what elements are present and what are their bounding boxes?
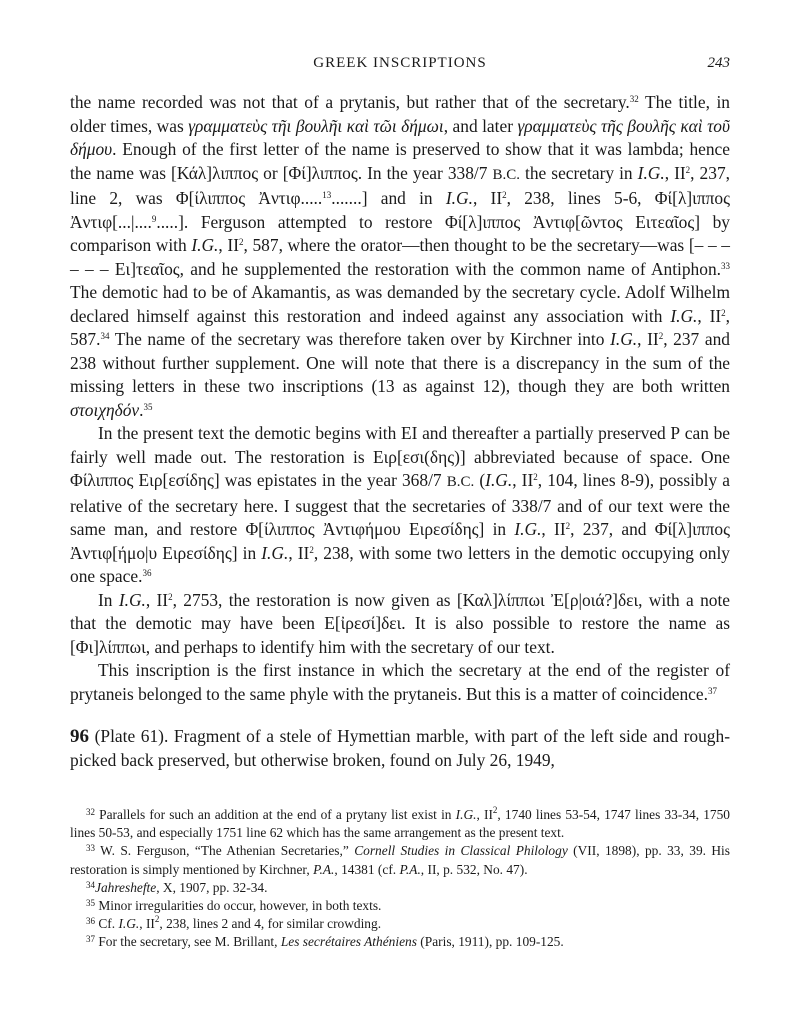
text-run: Parallels for such an addition at the end of a prytany list exist in bbox=[95, 807, 456, 822]
paragraph-2 bbox=[70, 422, 730, 589]
publication-title: Cornell Studies in Classical Philology bbox=[354, 843, 568, 859]
text-run: . Enough of the first letter of the name is preserved to show that it was lambda; hence the name was [Κά bbox=[70, 139, 730, 183]
body-text bbox=[70, 91, 730, 706]
text-run: In bbox=[98, 589, 119, 610]
catalog-entry-96 bbox=[70, 725, 730, 772]
text-run: , 237 and 238 without further supplement. One will note that there is a discrepancy in the sum of the missing letters in these two inscriptions (13 as against 12), though they are both written bbox=[70, 329, 730, 396]
edition-superscript: 2 bbox=[658, 331, 664, 341]
footnote-34 bbox=[70, 879, 730, 897]
era-abbrev: B.C. bbox=[492, 166, 520, 183]
edition-superscript: 2 bbox=[492, 805, 498, 815]
footnote-mark: 35 bbox=[86, 898, 95, 909]
text-run: , 238, lines 2 and 4, for similar crowding. bbox=[159, 916, 382, 932]
text-run: , 2753, the restoration is now given as [Καλ]λίππωι Ἐ[ρ|οιά?]δει, with a note that the demotic may have been Ε[ἰρεσί]δει. It is also possible to restore the name as [Φι]λίππωι, and perhaps to identify him with the secretary of our text. bbox=[70, 589, 731, 657]
footnote-ref-32[interactable]: 32 bbox=[629, 94, 639, 104]
text-run: the secretary in bbox=[520, 162, 638, 183]
citation-abbrev: I.G. bbox=[485, 470, 513, 490]
publication-title: Jahreshefte bbox=[95, 879, 157, 895]
text-run: (Paris, 1911), pp. 109-125. bbox=[416, 934, 564, 950]
text-run: the name recorded was not that of a prytanis, but rather that of the secretary. bbox=[70, 92, 630, 112]
text-run: , II, p. 532, No. 47). bbox=[420, 861, 528, 877]
text-run: , 104, lines 8-9), possibly a relative of the secretary here. I suggest that the secretaries of 338/7 and of our text were the same man, and restore Φ[ίλιππος Ἀντιφήμου Ειρεσίδης] in bbox=[70, 470, 731, 539]
citation-abbrev: I.G. bbox=[514, 519, 542, 539]
citation-abbrev: P.A. bbox=[313, 861, 335, 877]
text-run: ( bbox=[474, 470, 486, 490]
era-abbrev: B.C. bbox=[446, 474, 475, 490]
paragraph-3 bbox=[70, 589, 730, 660]
edition-superscript: 2 bbox=[685, 164, 691, 175]
edition-superscript: 2 bbox=[168, 591, 173, 602]
text-run: , and later bbox=[443, 115, 518, 136]
text-run: , II bbox=[541, 519, 566, 539]
entry-number: 96 bbox=[70, 726, 89, 747]
citation-abbrev: I.G. bbox=[118, 589, 146, 610]
edition-superscript: 2 bbox=[533, 472, 538, 482]
edition-superscript: 2 bbox=[309, 544, 314, 555]
text-run: (VII, 1898), pp. 33, 39. His restoration is simply mentioned by Kirchner, bbox=[70, 843, 730, 877]
text-run: , 237, and Φί[λ]ιππος Ἀντιφ[ήμο|υ Ειρεσίδης] in bbox=[70, 519, 730, 563]
text-run: , 238, with some two letters in the demotic occupying only one space. bbox=[70, 542, 730, 586]
edition-superscript: 2 bbox=[502, 190, 507, 200]
footnote-mark: 32 bbox=[86, 807, 95, 817]
text-run: .......] and in bbox=[331, 188, 446, 208]
greek-phrase: γραμματεὺς τῆς βουλῆς καὶ τοῦ δήμου bbox=[70, 115, 730, 159]
footnote-ref-36[interactable]: 36 bbox=[142, 568, 152, 578]
page-number: 243 bbox=[707, 55, 730, 71]
footnote-ref-37[interactable]: 37 bbox=[707, 685, 717, 696]
citation-abbrev: I.G. bbox=[118, 916, 140, 932]
letter-count: 9 bbox=[151, 213, 157, 224]
footnote-ref-35[interactable]: 35 bbox=[143, 401, 153, 412]
text-run: , II bbox=[472, 188, 503, 208]
text-run: , II bbox=[218, 235, 239, 255]
text-run: , II bbox=[697, 305, 722, 326]
footnote-33 bbox=[70, 842, 730, 878]
text-run: In the present text the demotic begins with ΕΙ and thereafter a partially preserved Ρ can be fairly well made out. The restoration is Ειρ[εσι(δης)] abbreviated because of space. One Φίλιππος Ειρ[εσίδης] was epistates in the year 368/7 bbox=[70, 423, 730, 490]
text-run: The name of the secretary was therefore taken over by Kirchner into bbox=[109, 329, 611, 349]
text-run: .....]. Ferguson attempted to restore Φί[λ]ιππος Ἀντιφ[ῶντος Ειτεαῖος] by comparison with bbox=[70, 211, 730, 255]
paragraph-1 bbox=[70, 91, 730, 422]
footnote-ref-34[interactable]: 34 bbox=[100, 331, 110, 341]
text-run: , 1740 lines 53-54, 1747 lines 33-34, 1750 lines 50-53, and especially 1751 line 62 which has the same arrangement as the present text. bbox=[70, 807, 730, 841]
letter-count: 13 bbox=[322, 190, 332, 200]
text-run: , 587. bbox=[70, 305, 731, 349]
footnote-mark: 37 bbox=[86, 934, 95, 945]
text-run: This inscription is the first instance in which the secretary at the end of the register of prytaneis belonged to the same phyle with the prytaneis. But this is a matter of coincidence. bbox=[70, 660, 730, 704]
citation-abbrev: I.G. bbox=[637, 162, 665, 183]
footnote-mark: 33 bbox=[86, 843, 95, 854]
text-run: , II bbox=[476, 807, 493, 822]
text-run: , II bbox=[288, 542, 310, 563]
entry-paragraph bbox=[70, 725, 730, 772]
running-head: GREEK INSCRIPTIONS bbox=[313, 55, 487, 71]
footnote-37 bbox=[70, 933, 730, 951]
page-header bbox=[70, 55, 730, 77]
citation-abbrev: I.G. bbox=[670, 305, 698, 326]
footnote-mark: 34 bbox=[86, 879, 95, 890]
text-run: , II bbox=[664, 162, 686, 183]
text-run: , 237, line 2, was Φ[ίλιππος Ἀντιφ..... bbox=[70, 162, 730, 208]
edition-superscript: 2 bbox=[238, 237, 244, 247]
citation-abbrev: I.G. bbox=[261, 542, 289, 563]
greek-phrase: γραμματεὺς τῆι βουλῆι καὶ τῶι δήμωι bbox=[188, 115, 444, 136]
text-run: The title, in older times, was bbox=[70, 92, 731, 136]
text-run: For the secretary, see M. Brillant, bbox=[95, 934, 281, 950]
text-run: Minor irregularities do occur, however, in both texts. bbox=[95, 898, 382, 914]
text-run: λ]λιππος or [Φί]λιππος. In the year 338/7 bbox=[197, 162, 493, 183]
text-run: , II bbox=[145, 589, 169, 610]
text-run: W. S. Ferguson, “The Athenian Secretaries,” bbox=[95, 843, 355, 859]
citation-abbrev: P.A. bbox=[399, 861, 421, 877]
citation-abbrev: I.G. bbox=[445, 188, 473, 208]
text-run: , II bbox=[512, 470, 534, 490]
edition-superscript: 2 bbox=[721, 307, 726, 318]
citation-abbrev: I.G. bbox=[610, 329, 638, 349]
text-run: , X, 1907, pp. 32-34. bbox=[156, 879, 268, 895]
text-run: , II bbox=[637, 329, 659, 349]
edition-superscript: 2 bbox=[565, 521, 571, 531]
citation-abbrev: I.G. bbox=[455, 807, 477, 822]
text-run: Cf. bbox=[95, 916, 119, 932]
edition-superscript: 2 bbox=[154, 914, 160, 925]
text-run: , 587, where the orator—then thought to be the secretary—was [– – – – – – Ει]τεαῖος, and he supplemented the restoration with the common name of Antiphon. bbox=[70, 235, 731, 279]
greek-term: στοιχηδόν bbox=[70, 399, 140, 420]
text-run: The demotic had to be of Akamantis, as was demanded by the secretary cycle. Adolf Wilhelm declared himself against this restoration and indeed against any association with bbox=[70, 282, 730, 326]
text-run: , 238, lines 5-6, Φί[λ]ιππος Ἀντιφ[...|.... bbox=[70, 188, 731, 232]
publication-title: Les secrétaires Athéniens bbox=[280, 934, 417, 950]
footnotes bbox=[70, 806, 730, 952]
text-run: . bbox=[139, 399, 144, 420]
paragraph-4 bbox=[70, 659, 730, 706]
footnote-32 bbox=[70, 806, 730, 842]
text-run: , II bbox=[139, 916, 155, 932]
footnote-mark: 36 bbox=[86, 916, 95, 927]
citation-abbrev: I.G. bbox=[191, 235, 219, 255]
footnote-35 bbox=[70, 897, 730, 915]
entry-text: (Plate 61). Fragment of a stele of Hymettian marble, with part of the left side and rough-picked back preserved, but otherwise broken, found on July 26, 1949, bbox=[70, 726, 730, 770]
footnote-36 bbox=[70, 915, 730, 933]
footnote-ref-33[interactable]: 33 bbox=[721, 260, 730, 271]
text-run: , 14381 (cf. bbox=[334, 861, 400, 877]
